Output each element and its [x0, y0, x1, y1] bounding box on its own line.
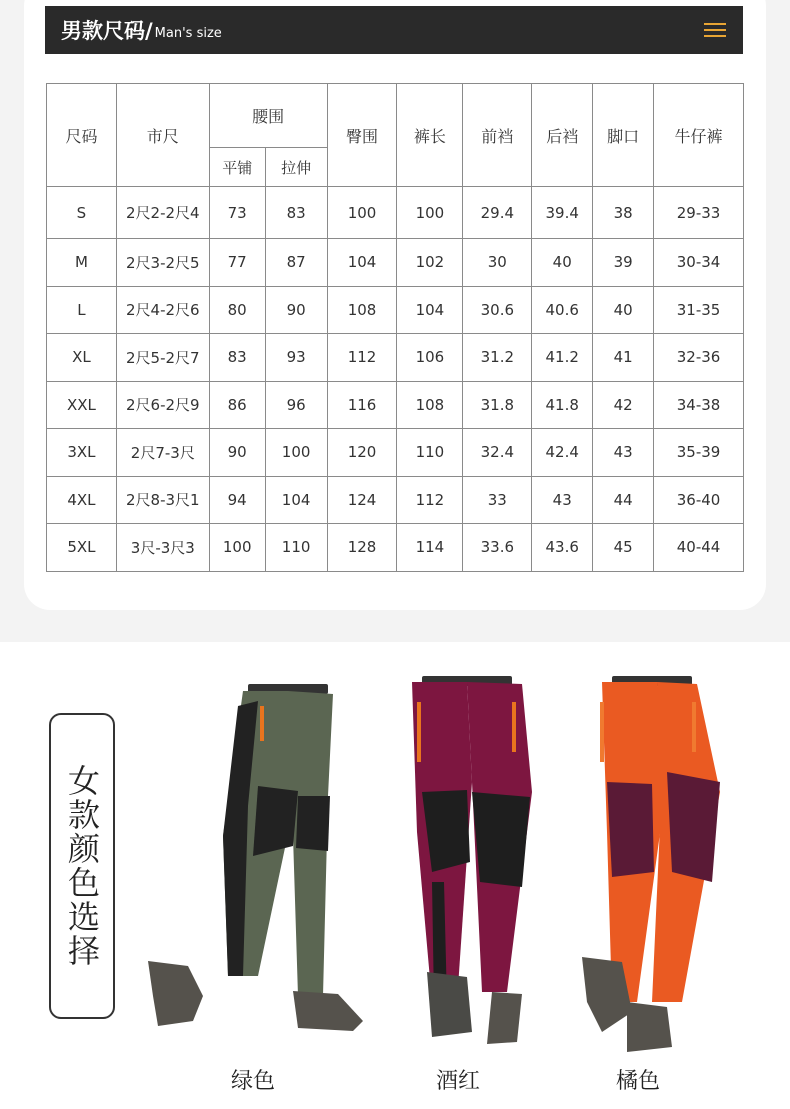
table-cell: 124: [327, 476, 397, 524]
table-cell: 120: [327, 429, 397, 477]
table-cell: 41.8: [532, 381, 593, 429]
header-waist: 腰围: [209, 84, 327, 148]
table-cell: 90: [265, 286, 327, 334]
table-cell: 3XL: [47, 429, 117, 477]
table-cell: 128: [327, 524, 397, 572]
table-cell: 40-44: [654, 524, 744, 572]
table-cell: 40.6: [532, 286, 593, 334]
table-cell: 30.6: [463, 286, 532, 334]
table-row: [47, 239, 744, 287]
table-cell: 34-38: [654, 381, 744, 429]
table-cell: 30-34: [654, 239, 744, 287]
table-row: [47, 286, 744, 334]
header-waist-flat: 平铺: [209, 148, 265, 187]
table-cell: 108: [327, 286, 397, 334]
table-cell: 41: [593, 334, 654, 382]
table-cell: 31-35: [654, 286, 744, 334]
table-cell: 106: [397, 334, 463, 382]
table-cell: 110: [265, 524, 327, 572]
table-row: [47, 187, 744, 239]
table-cell: 94: [209, 476, 265, 524]
table-cell: 108: [397, 381, 463, 429]
table-cell: 93: [265, 334, 327, 382]
header-leg-opening: 脚口: [593, 84, 654, 187]
table-cell: 104: [265, 476, 327, 524]
table-cell: 4XL: [47, 476, 117, 524]
table-row: [47, 429, 744, 477]
table-cell: 90: [209, 429, 265, 477]
table-cell: 29.4: [463, 187, 532, 239]
table-cell: 44: [593, 476, 654, 524]
color-label-wine: 酒红: [435, 1069, 480, 1094]
table-cell: 73: [209, 187, 265, 239]
table-cell: 2尺5-2尺7: [116, 334, 209, 382]
table-cell: 32-36: [654, 334, 744, 382]
table-cell: 43.6: [532, 524, 593, 572]
table-cell: 29-33: [654, 187, 744, 239]
pants-green-image[interactable]: [148, 676, 368, 1038]
table-cell: 41.2: [532, 334, 593, 382]
table-cell: 100: [327, 187, 397, 239]
table-cell: 45: [593, 524, 654, 572]
header-length: 裤长: [397, 84, 463, 187]
table-cell: 36-40: [654, 476, 744, 524]
table-row: [47, 381, 744, 429]
table-cell: 43: [593, 429, 654, 477]
table-cell: 114: [397, 524, 463, 572]
table-row: [47, 524, 744, 572]
color-label-green: 绿色: [230, 1069, 275, 1094]
table-row: [47, 334, 744, 382]
table-cell: 2尺6-2尺9: [116, 381, 209, 429]
table-cell: 2尺7-3尺: [116, 429, 209, 477]
table-cell: 83: [265, 187, 327, 239]
table-row: [47, 476, 744, 524]
table-cell: S: [47, 187, 117, 239]
table-cell: 112: [327, 334, 397, 382]
table-cell: 100: [265, 429, 327, 477]
table-cell: 40: [532, 239, 593, 287]
table-cell: 86: [209, 381, 265, 429]
table-cell: M: [47, 239, 117, 287]
color-label-orange: 橘色: [615, 1069, 660, 1094]
header-shichi: 市尺: [116, 84, 209, 187]
header-subtitle: Man's size: [154, 25, 222, 41]
table-cell: XXL: [47, 381, 117, 429]
table-cell: 3尺-3尺3: [116, 524, 209, 572]
table-cell: 102: [397, 239, 463, 287]
table-cell: 96: [265, 381, 327, 429]
table-cell: 33: [463, 476, 532, 524]
table-cell: 2尺2-2尺4: [116, 187, 209, 239]
table-cell: 39: [593, 239, 654, 287]
table-cell: 40: [593, 286, 654, 334]
table-cell: 100: [397, 187, 463, 239]
header-waist-stretch: 拉伸: [265, 148, 327, 187]
table-cell: 104: [397, 286, 463, 334]
table-cell: 104: [327, 239, 397, 287]
table-cell: XL: [47, 334, 117, 382]
table-cell: 112: [397, 476, 463, 524]
table-cell: 32.4: [463, 429, 532, 477]
pants-orange-image[interactable]: [572, 672, 732, 1056]
women-color-label-box: [49, 713, 115, 1019]
header-title: 男款尺码/: [61, 19, 153, 43]
size-table: [46, 83, 744, 572]
table-cell: 110: [397, 429, 463, 477]
table-cell: 30: [463, 239, 532, 287]
pants-wine-image[interactable]: [372, 672, 552, 1050]
header-bar: [45, 6, 743, 54]
table-cell: 38: [593, 187, 654, 239]
table-cell: 80: [209, 286, 265, 334]
header-back-rise: 后裆: [532, 84, 593, 187]
table-cell: 5XL: [47, 524, 117, 572]
table-cell: 33.6: [463, 524, 532, 572]
table-cell: 35-39: [654, 429, 744, 477]
table-cell: 39.4: [532, 187, 593, 239]
menu-icon[interactable]: [704, 23, 726, 38]
table-cell: 42.4: [532, 429, 593, 477]
table-cell: 31.8: [463, 381, 532, 429]
table-cell: 42: [593, 381, 654, 429]
header-size: 尺码: [47, 84, 117, 187]
header-front-rise: 前裆: [463, 84, 532, 187]
table-cell: L: [47, 286, 117, 334]
table-cell: 43: [532, 476, 593, 524]
table-cell: 2尺3-2尺5: [116, 239, 209, 287]
table-cell: 83: [209, 334, 265, 382]
table-cell: 77: [209, 239, 265, 287]
table-cell: 116: [327, 381, 397, 429]
header-hip: 臀围: [327, 84, 397, 187]
header-jeans: 牛仔裤: [654, 84, 744, 187]
women-color-label: 女款颜色选择: [63, 764, 101, 968]
table-cell: 2尺8-3尺1: [116, 476, 209, 524]
table-cell: 87: [265, 239, 327, 287]
table-cell: 100: [209, 524, 265, 572]
table-cell: 31.2: [463, 334, 532, 382]
table-cell: 2尺4-2尺6: [116, 286, 209, 334]
